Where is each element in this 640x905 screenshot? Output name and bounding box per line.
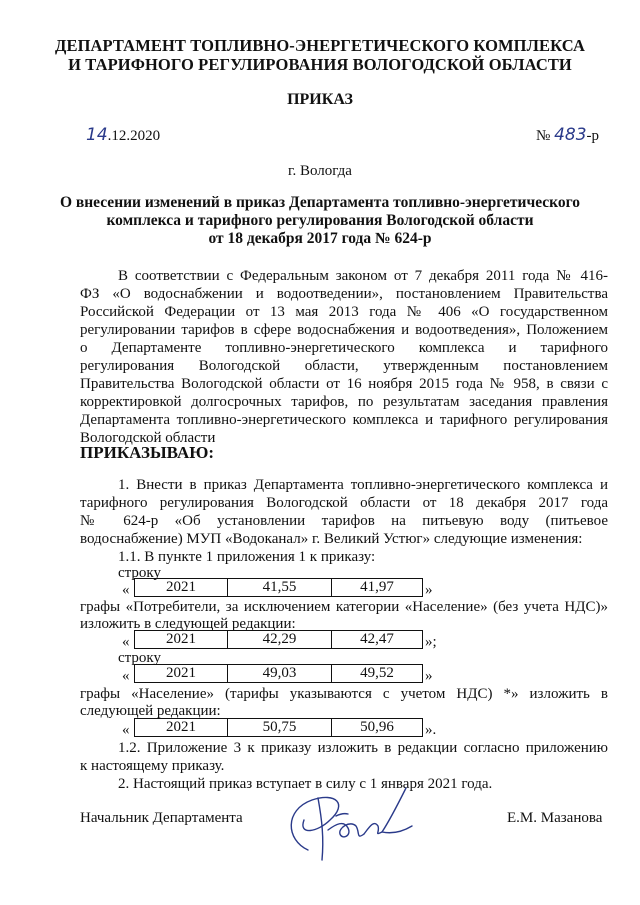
org-name-line2: И ТАРИФНОГО РЕГУЛИРОВАНИЯ ВОЛОГОДСКОЙ ОБЛАСТИ [68, 55, 572, 74]
preamble-line: регулирования Вологодской области, утвержденным постановлением [80, 358, 608, 374]
column2-text2: следующей редакции: [80, 703, 221, 719]
number-handwritten: 483 [554, 125, 587, 145]
word-row: строку [118, 650, 161, 666]
city: г. Вологда [288, 163, 352, 179]
item1-line: тарифного регулирования Вологодской области от 18 декабря 2017 года [80, 495, 608, 511]
preamble-line: корректировкой долгосрочных тарифов, по результатам заседания правления [80, 394, 608, 410]
order-number [536, 125, 599, 145]
org-name-line1: ДЕПАРТАМЕНТ ТОПЛИВНО-ЭНЕРГЕТИЧЕСКОГО КОМПЛЕКСА [55, 36, 585, 55]
order-word: ПРИКАЗЫВАЮ: [80, 443, 215, 462]
column2-text: графы «Население» (тарифы указываются с учетом НДС) *» изложить в [80, 686, 608, 702]
table-cell-value-1: 42,29 [228, 631, 332, 649]
open-quote: « [122, 582, 130, 598]
subitem-1-1: 1.1. В пункте 1 приложения 1 к приказу: [118, 549, 376, 565]
column1-text2: изложить в следующей редакции: [80, 616, 296, 632]
table-cell-year: 2021 [135, 631, 228, 649]
item-1-2-line1: 1.2. Приложение 3 к приказу изложить в редакции согласно приложению [118, 740, 608, 756]
preamble-line: Вологодской области [80, 430, 216, 446]
item-1-2-line2: к настоящему приказу. [80, 758, 225, 774]
close-quote: » [425, 668, 433, 684]
date-rest: .12.2020 [107, 128, 161, 144]
preamble-line: В соответствии с Федеральным законом от 7 декабря 2011 года № 416- [118, 268, 608, 284]
preamble-line: Правительства Вологодской области от 16 ноября 2015 года № 958, в связи с [80, 376, 608, 392]
table-cell-year: 2021 [135, 665, 228, 683]
table-cell-value-2: 49,52 [332, 665, 423, 683]
signatory-position: Начальник Департамента [80, 810, 243, 826]
title-line1: О внесении изменений в приказ Департамента топливно-энергетического [59, 194, 581, 211]
open-quote: « [122, 634, 130, 650]
preamble-line: регулировании тарифов в сфере водоснабжения и водоотведения», Положением [80, 322, 608, 338]
close-quote-dot: ». [425, 722, 437, 738]
close-quote-semicolon: »; [425, 634, 437, 650]
number-prefix: № [536, 128, 551, 144]
tariff-table-old-2 [134, 664, 423, 683]
item1-line: водоснабжение) МУП «Водоканал» г. Великий Устюг» следующие изменения: [80, 531, 583, 547]
preamble-line: ФЗ «О водоснабжении и водоотведении», постановлением Правительства [80, 286, 608, 302]
date-day-handwritten: 14 [86, 125, 108, 145]
table-cell-value-2: 50,96 [332, 719, 423, 737]
preamble-line: о Департаменте топливно-энергетического комплекса и тарифного [80, 340, 608, 356]
doc-type: ПРИКАЗ [287, 91, 353, 108]
table-cell-year: 2021 [135, 579, 228, 597]
number-suffix: -р [586, 128, 600, 144]
table-cell-value-2: 41,97 [332, 579, 423, 597]
table-cell-value-1: 50,75 [228, 719, 332, 737]
table-cell-value-1: 41,55 [228, 579, 332, 597]
table-cell-year: 2021 [135, 719, 228, 737]
title-line2: комплекса и тарифного регулирования Вологодской области [106, 212, 534, 229]
item1-line: 1. Внести в приказ Департамента топливно-энергетического комплекса и [118, 477, 608, 493]
open-quote: « [122, 668, 130, 684]
preamble-line: Российской Федерации от 13 мая 2013 года № 406 «О государственном [80, 304, 608, 320]
open-quote: « [122, 722, 130, 738]
preamble-line: Департамента топливно-энергетического комплекса и тарифного регулирования [80, 412, 608, 428]
close-quote: » [425, 582, 433, 598]
tariff-table-old-1 [134, 578, 423, 597]
item1-line: № 624-р «Об установлении тарифов на питьевую воду (питьевое [80, 513, 608, 529]
title-line3: от 18 декабря 2017 года № 624-р [208, 230, 432, 247]
signatory-name: Е.М. Мазанова [507, 810, 603, 826]
handwritten-signature [278, 780, 418, 870]
tariff-table-new-2 [134, 718, 423, 737]
word-row: строку [118, 565, 161, 581]
order-date [86, 125, 160, 145]
item-2: 2. Настоящий приказ вступает в силу с 1 января 2021 года. [118, 776, 493, 792]
table-cell-value-2: 42,47 [332, 631, 423, 649]
tariff-table-new-1 [134, 630, 423, 649]
table-cell-value-1: 49,03 [228, 665, 332, 683]
column1-text: графы «Потребители, за исключением категории «Население» (без учета НДС)» [80, 599, 608, 615]
